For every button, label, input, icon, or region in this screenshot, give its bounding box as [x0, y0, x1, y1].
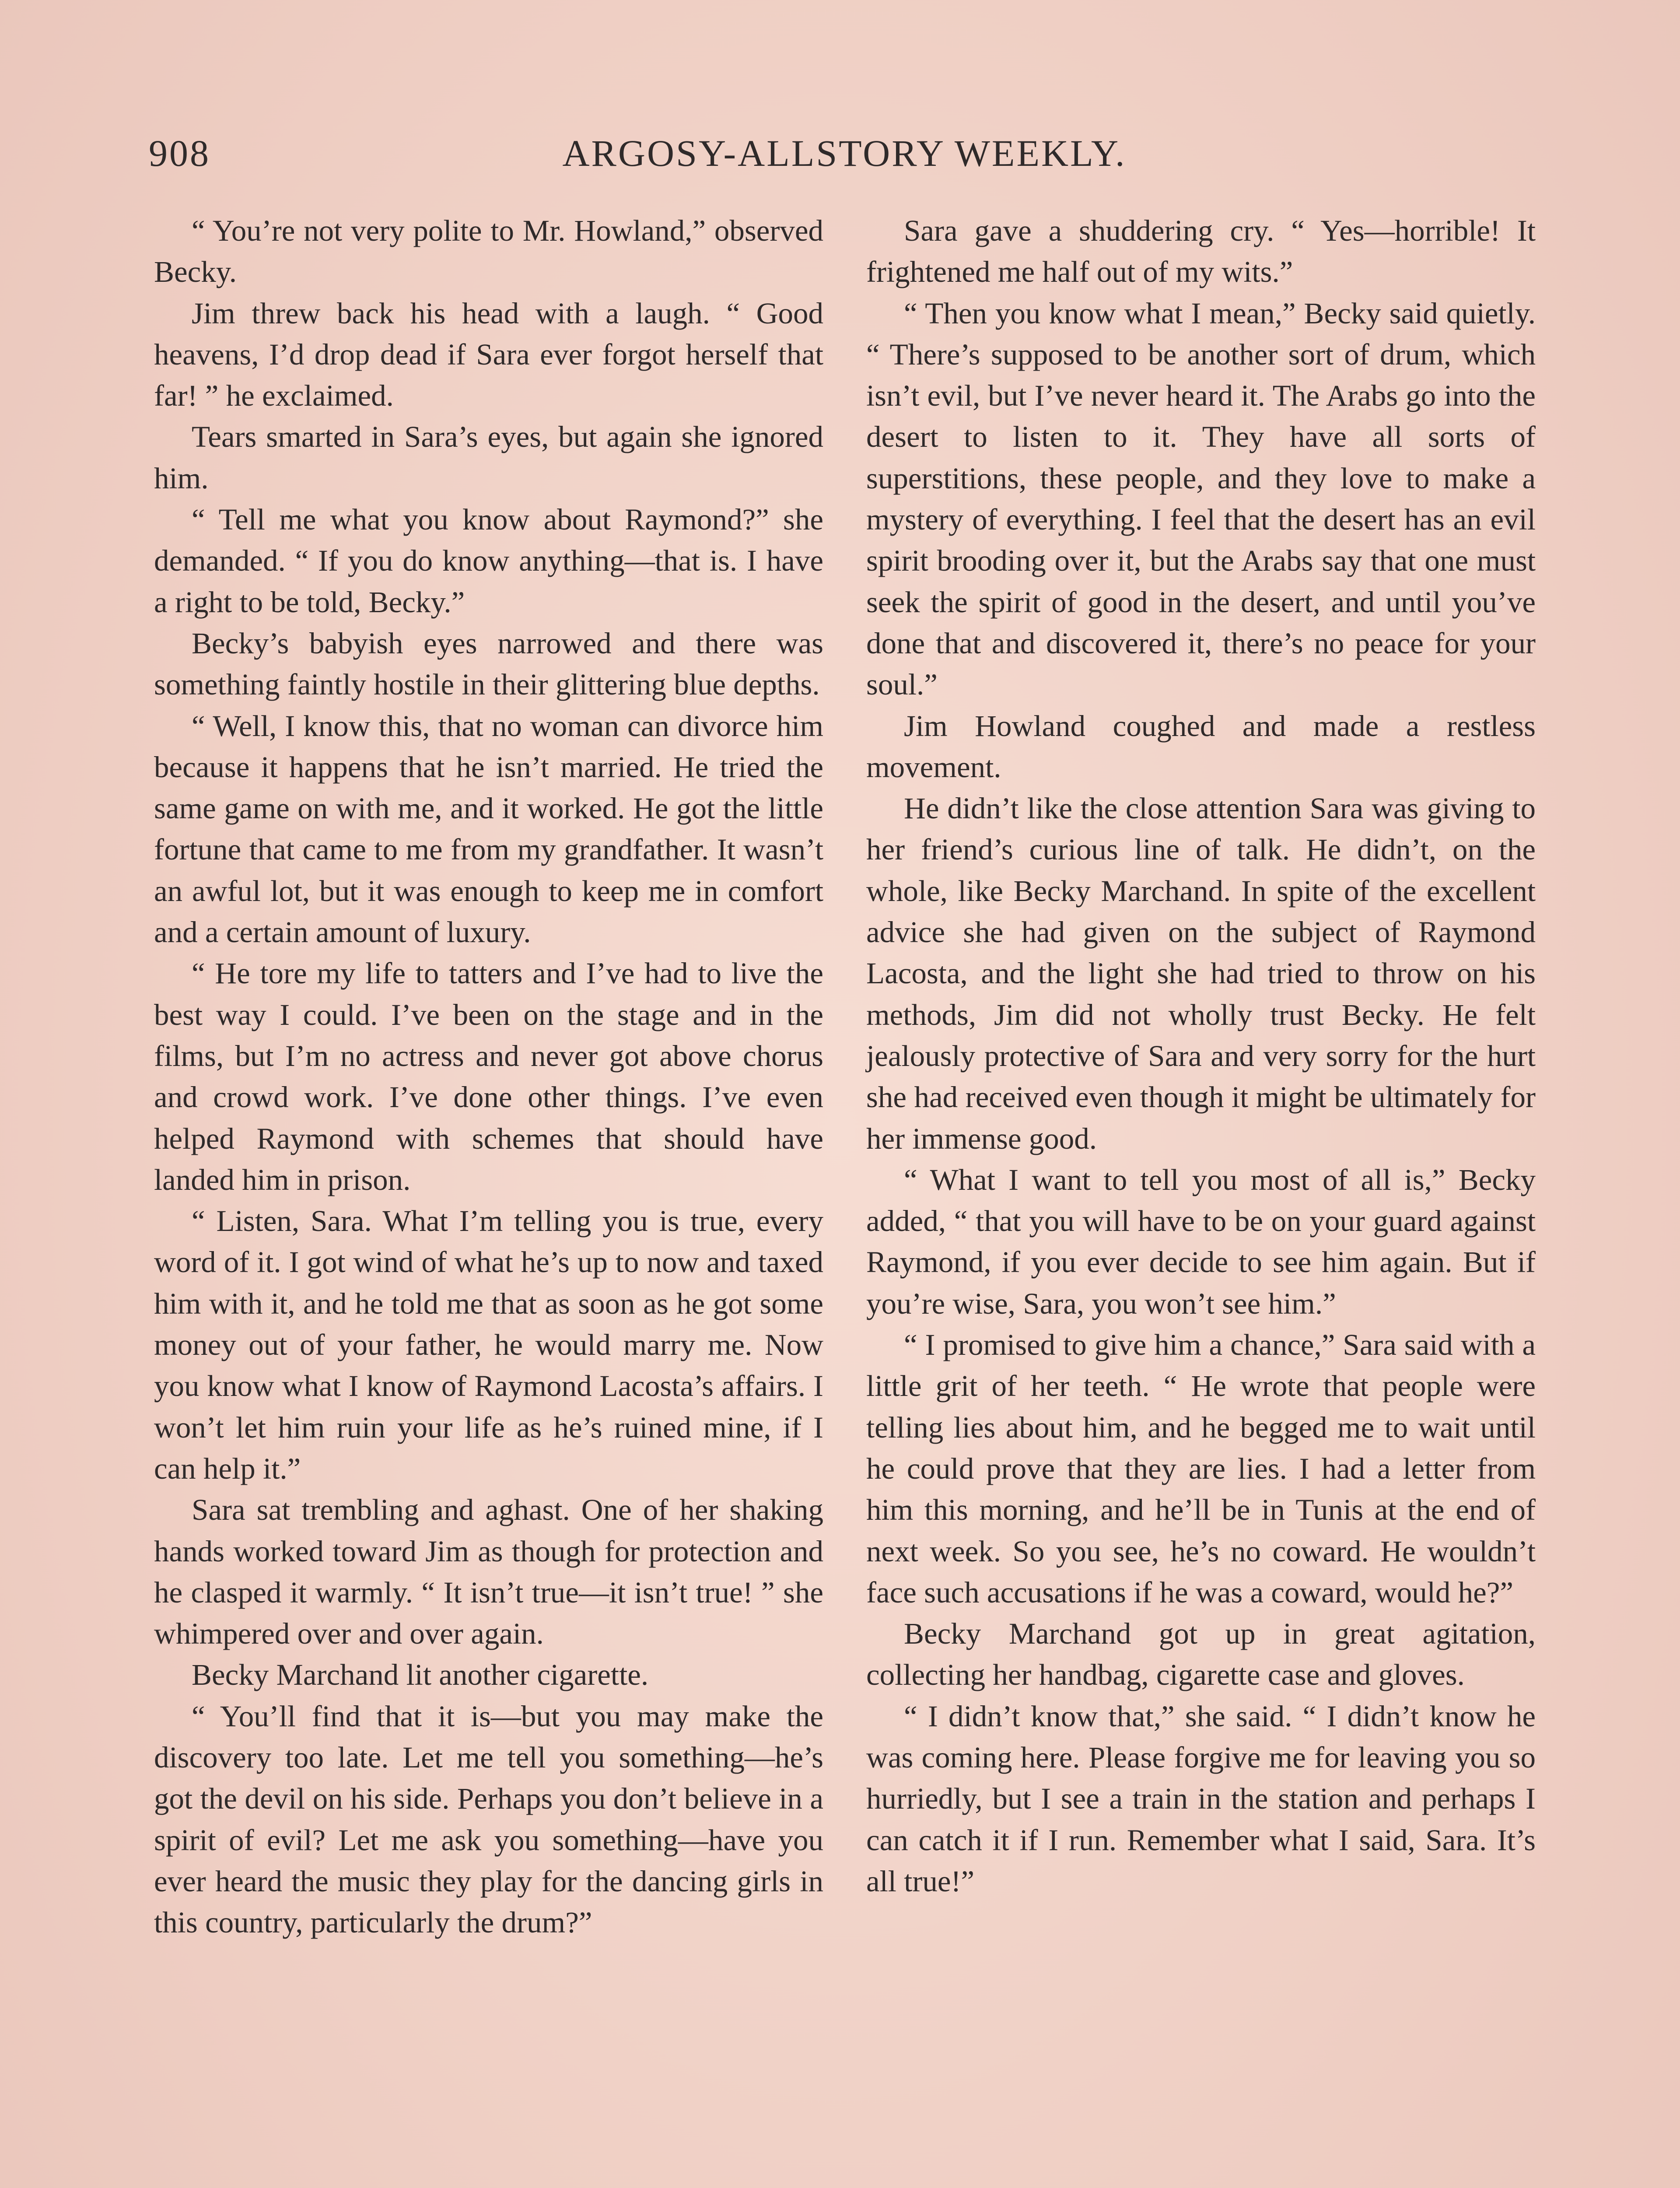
paragraph: “ You’re not very polite to Mr. Howland,” observed Becky. — [154, 214, 823, 289]
paragraph: Jim Howland coughed and made a restless movement. — [866, 709, 1536, 784]
paragraph: “ He tore my life to tatters and I’ve had to live the best way I could. I’ve been on the stage and in the films, but I’m no actress and never got above chorus and crowd work. I’ve done other things. I’ve even helped Raymond with schemes that should have landed him in prison. — [154, 957, 823, 1196]
paragraph: “ Tell me what you know about Raymond?” she demanded. “ If you do know anything—that is. I have a right to be told, Becky.” — [154, 503, 823, 619]
paragraph: Becky Marchand lit another cigarette. — [192, 1658, 649, 1692]
paragraph: Jim threw back his head with a laugh. “ Good heavens, I’d drop dead if Sara ever forgot herself that far! ” he exclaimed. — [154, 296, 823, 413]
paragraph: “ Listen, Sara. What I’m telling you is true, every word of it. I got wind of what he’s up to now and taxed him with it, and he told me that as soon as he got some money out of your father, he would marry me. Now you know what I know of Raymond Lacosta’s affairs. I won’t let him ruin your life as he’s ruined mine, if I can help it.” — [154, 1204, 823, 1485]
paragraph: “ I didn’t know that,” she said. “ I didn’t know he was coming here. Please forgive me for leaving you so hurriedly, but I see a train in the station and perhaps I can catch it if I run. Remember what I said, Sara. It’s all true!” — [866, 1699, 1536, 1898]
left-column — [154, 210, 823, 1943]
paragraph: Sara gave a shuddering cry. “ Yes—horrible! It frightened me half out of my wits.” — [866, 214, 1536, 289]
paragraph: “ What I want to tell you most of all is,” Becky added, “ that you will have to be on your guard against Raymond, if you ever decide to see him again. But if you’re wise, Sara, you won’t see him.” — [866, 1163, 1536, 1320]
paragraph: Becky Marchand got up in great agitation, collecting her handbag, cigarette case and gloves. — [866, 1617, 1536, 1692]
page-number: 908 — [149, 132, 210, 174]
paragraph: “ You’ll find that it is—but you may make the discovery too late. Let me tell you something—he’s got the devil on his side. Perhaps you don’t believe in a spirit of evil? Let me ask you something—have you ever heard the music they play for the dancing girls in this country, particularly the drum?” — [154, 1699, 823, 1939]
page-header — [149, 131, 1540, 184]
paragraph: Becky’s babyish eyes narrowed and there was something faintly hostile in their glittering blue depths. — [154, 626, 823, 701]
paragraph: “ Then you know what I mean,” Becky said quietly. “ There’s supposed to be another sort of drum, which isn’t evil, but I’ve never heard it. The Arabs go into the desert to listen to it. They have all sorts of superstitions, these people, and they love to make a mystery of everything. I feel that the desert has an evil spirit brooding over it, but the Arabs say that one must seek the spirit of good in the desert, and until you’ve done that and discovered it, there’s no peace for your soul.” — [866, 296, 1536, 701]
paragraph: “ I promised to give him a chance,” Sara said with a little grit of her teeth. “ He wrote that people were telling lies about him, and he begged me to wait until he could prove that they are lies. I had a letter from him this morning, and he’ll be in Tunis at the end of next week. So you see, he’s no coward. He wouldn’t face such accusations if he was a coward, would he?” — [866, 1328, 1536, 1609]
paragraph: He didn’t like the close attention Sara was giving to her friend’s curious line of talk. He didn’t, on the whole, like Becky Marchand. In spite of the excellent advice she had given on the subject of Raymond Lacosta, and the light she had tried to throw on his methods, Jim did not wholly trust Becky. He felt jealously protective of Sara and very sorry for the hurt she had received even though it might be ultimately for her immense good. — [866, 792, 1536, 1155]
paragraph: Tears smarted in Sara’s eyes, but again she ignored him. — [154, 420, 823, 495]
paragraph: “ Well, I know this, that no woman can divorce him because it happens that he isn’t married. He tried the same game on with me, and it worked. He got the little fortune that came to me from my grandfather. It wasn’t an awful lot, but it was enough to keep me in comfort and a certain amount of luxury. — [154, 709, 823, 949]
right-column — [866, 210, 1536, 1902]
running-title: ARGOSY-ALLSTORY WEEKLY. — [562, 132, 1127, 174]
paragraph: Sara sat trembling and aghast. One of her shaking hands worked toward Jim as though for protection and he clasped it warmly. “ It isn’t true—it isn’t true! ” she whimpered over and over again. — [154, 1493, 823, 1651]
